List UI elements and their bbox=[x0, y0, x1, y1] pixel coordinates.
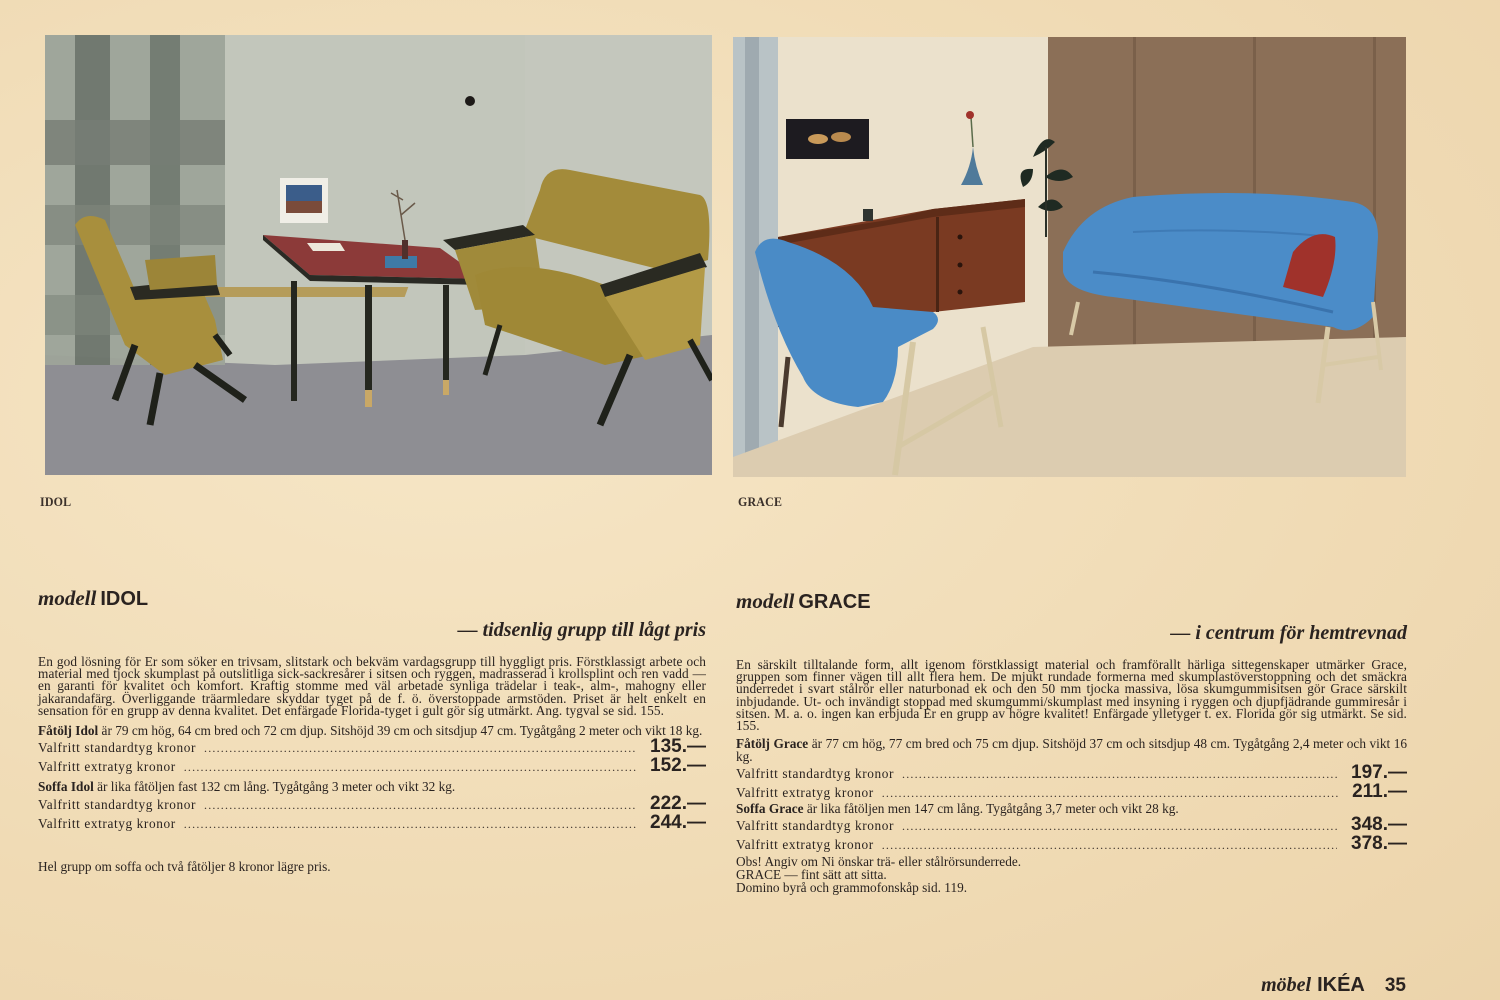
price-label: Valfritt standardtyg kronor bbox=[38, 796, 196, 812]
spec-text: är 79 cm hög, 64 cm bred och 72 cm djup. Sitshöjd 39 cm och sitsdjup 47 cm. Tygåtgång 2 meter och vikt 18 kg. bbox=[101, 723, 703, 739]
grace-room-illustration bbox=[733, 37, 1406, 477]
heading-model-name: GRACE bbox=[798, 591, 871, 613]
price-label: Valfritt standardtyg kronor bbox=[736, 818, 894, 834]
price-label: Valfritt extratyg kronor bbox=[736, 785, 874, 801]
price-row bbox=[736, 782, 1407, 801]
grace-heading bbox=[736, 587, 1407, 615]
page-footer bbox=[1261, 974, 1406, 997]
price-row bbox=[38, 756, 706, 775]
price-value: 348.— bbox=[1351, 814, 1407, 836]
idol-description: En god lösning för Er som söker en trivsam, slitstark och bekväm vardagsgrupp till hyggligt pris. Förstklassigt arbete och material med tjock skumplast på outslitliga sick-sackresårer i sitsen och ryggen, madrasserad i krollsplint och ren vadd — en garanti för kvalitet och komfort. Kraftig stomme med väl arbetade synliga trädelar i teak-, alm-, mahogny eller jakarandafärg. Överliggande träarmledare skyddar tyget på de f. ö. överstoppade armstöden. Priset är helt enkelt en sensation för en grupp av denna kvalitet. Det enfärgade Florida-tyget i gult gör sig utmärkt. Ang. tygval se sid. 155. bbox=[38, 654, 706, 718]
grace-note: Domino byrå och grammofonskåp sid. 119. bbox=[736, 880, 968, 896]
price-value: 244.— bbox=[650, 811, 706, 833]
price-label: Valfritt standardtyg kronor bbox=[38, 740, 196, 756]
leader-dots bbox=[902, 765, 1337, 784]
grace-product-column bbox=[736, 587, 1407, 894]
heading-modell-word: modell bbox=[38, 586, 97, 610]
price-value: 211.— bbox=[1352, 781, 1407, 803]
spec-text: är lika fåtöljen men 147 cm lång. Tygåtgång 3,7 meter och vikt 28 kg. bbox=[806, 801, 1179, 817]
idol-product-column bbox=[38, 584, 706, 873]
idol-heading bbox=[38, 584, 706, 612]
grace-note: Obs! Angiv om Ni önskar trä- eller stålrörsunderrede. bbox=[736, 854, 1022, 870]
leader-dots bbox=[902, 817, 1337, 836]
idol-armchair-specs bbox=[38, 725, 706, 737]
spec-text: är 77 cm hög, 77 cm bred och 75 cm djup. Sitshöjd 37 cm och sitsdjup 48 cm. Tygåtgång 2,4 meter och vikt 16 kg. bbox=[736, 736, 1407, 764]
grace-tagline: — i centrum för hemtrevnad bbox=[1170, 622, 1407, 644]
price-row bbox=[38, 813, 706, 832]
price-row bbox=[736, 763, 1407, 782]
price-value: 135.— bbox=[650, 736, 706, 758]
footer-brand-logo: IKÉA bbox=[1317, 974, 1365, 996]
leader-dots bbox=[184, 815, 636, 834]
photo-caption-grace: GRACE bbox=[738, 494, 783, 509]
price-value: 222.— bbox=[650, 792, 706, 814]
price-label: Valfritt extratyg kronor bbox=[736, 837, 874, 853]
leader-dots bbox=[204, 796, 636, 815]
photo-caption-idol: IDOL bbox=[40, 494, 72, 509]
leader-dots bbox=[204, 739, 636, 758]
price-row bbox=[736, 834, 1407, 853]
spec-product-name: Fåtölj Idol bbox=[38, 723, 99, 739]
footer-mobel-word: möbel bbox=[1261, 974, 1312, 996]
idol-room-illustration bbox=[45, 35, 712, 475]
price-row bbox=[736, 815, 1407, 834]
spec-product-name: Soffa Idol bbox=[38, 779, 94, 795]
price-value: 152.— bbox=[650, 755, 706, 777]
idol-group-discount-note: Hel grupp om soffa och två fåtöljer 8 kronor lägre pris. bbox=[38, 858, 331, 874]
price-label: Valfritt extratyg kronor bbox=[38, 759, 176, 775]
price-value: 197.— bbox=[1351, 762, 1407, 784]
price-value: 378.— bbox=[1351, 833, 1407, 855]
idol-sofa-specs bbox=[38, 781, 706, 793]
heading-modell-word: modell bbox=[736, 589, 795, 613]
spec-text: är lika fåtöljen fast 132 cm lång. Tygåtgång 3 meter och vikt 32 kg. bbox=[97, 779, 456, 795]
leader-dots bbox=[184, 758, 636, 777]
price-label: Valfritt standardtyg kronor bbox=[736, 766, 894, 782]
photo-grace-furniture bbox=[733, 37, 1406, 477]
heading-model-name: IDOL bbox=[100, 588, 149, 610]
spec-product-name: Soffa Grace bbox=[736, 801, 804, 817]
price-row bbox=[38, 794, 706, 813]
price-label: Valfritt extratyg kronor bbox=[38, 815, 176, 831]
grace-armchair-specs bbox=[736, 738, 1407, 763]
photo-idol-furniture bbox=[45, 35, 712, 475]
grace-note: GRACE — fint sätt att sitta. bbox=[736, 867, 887, 883]
page-number: 35 bbox=[1384, 975, 1406, 996]
spec-product-name: Fåtölj Grace bbox=[736, 736, 809, 752]
grace-sofa-specs bbox=[736, 803, 1407, 815]
grace-description: En särskilt tilltalande form, allt igenom förstklassigt material och framförallt härliga sittegenskaper utmärker Grace, gruppen som finner vägen till allt flera hem. De mjukt rundade formerna med skumplastöverstoppning och det smäckra underredet i svart stålrör eller naturbonad ek och den 50 mm tjocka massiva, lösa skumgummisitsen gör Grace särskilt inbjudande. Ut- och invändigt stoppad med skumgummi/skumplast med insyning i ryggen och djupfjädrande gummiresår i sitsen. M. a. o. ingen kan erbjuda Er en grupp av högre kvalitet! Enfärgade ylletyger t. ex. Florida gör sig utmärkt. Se sid. 155. bbox=[736, 657, 1407, 734]
price-row bbox=[38, 737, 706, 756]
leader-dots bbox=[882, 836, 1337, 855]
idol-tagline: — tidsenlig grupp till lågt pris bbox=[457, 619, 706, 641]
